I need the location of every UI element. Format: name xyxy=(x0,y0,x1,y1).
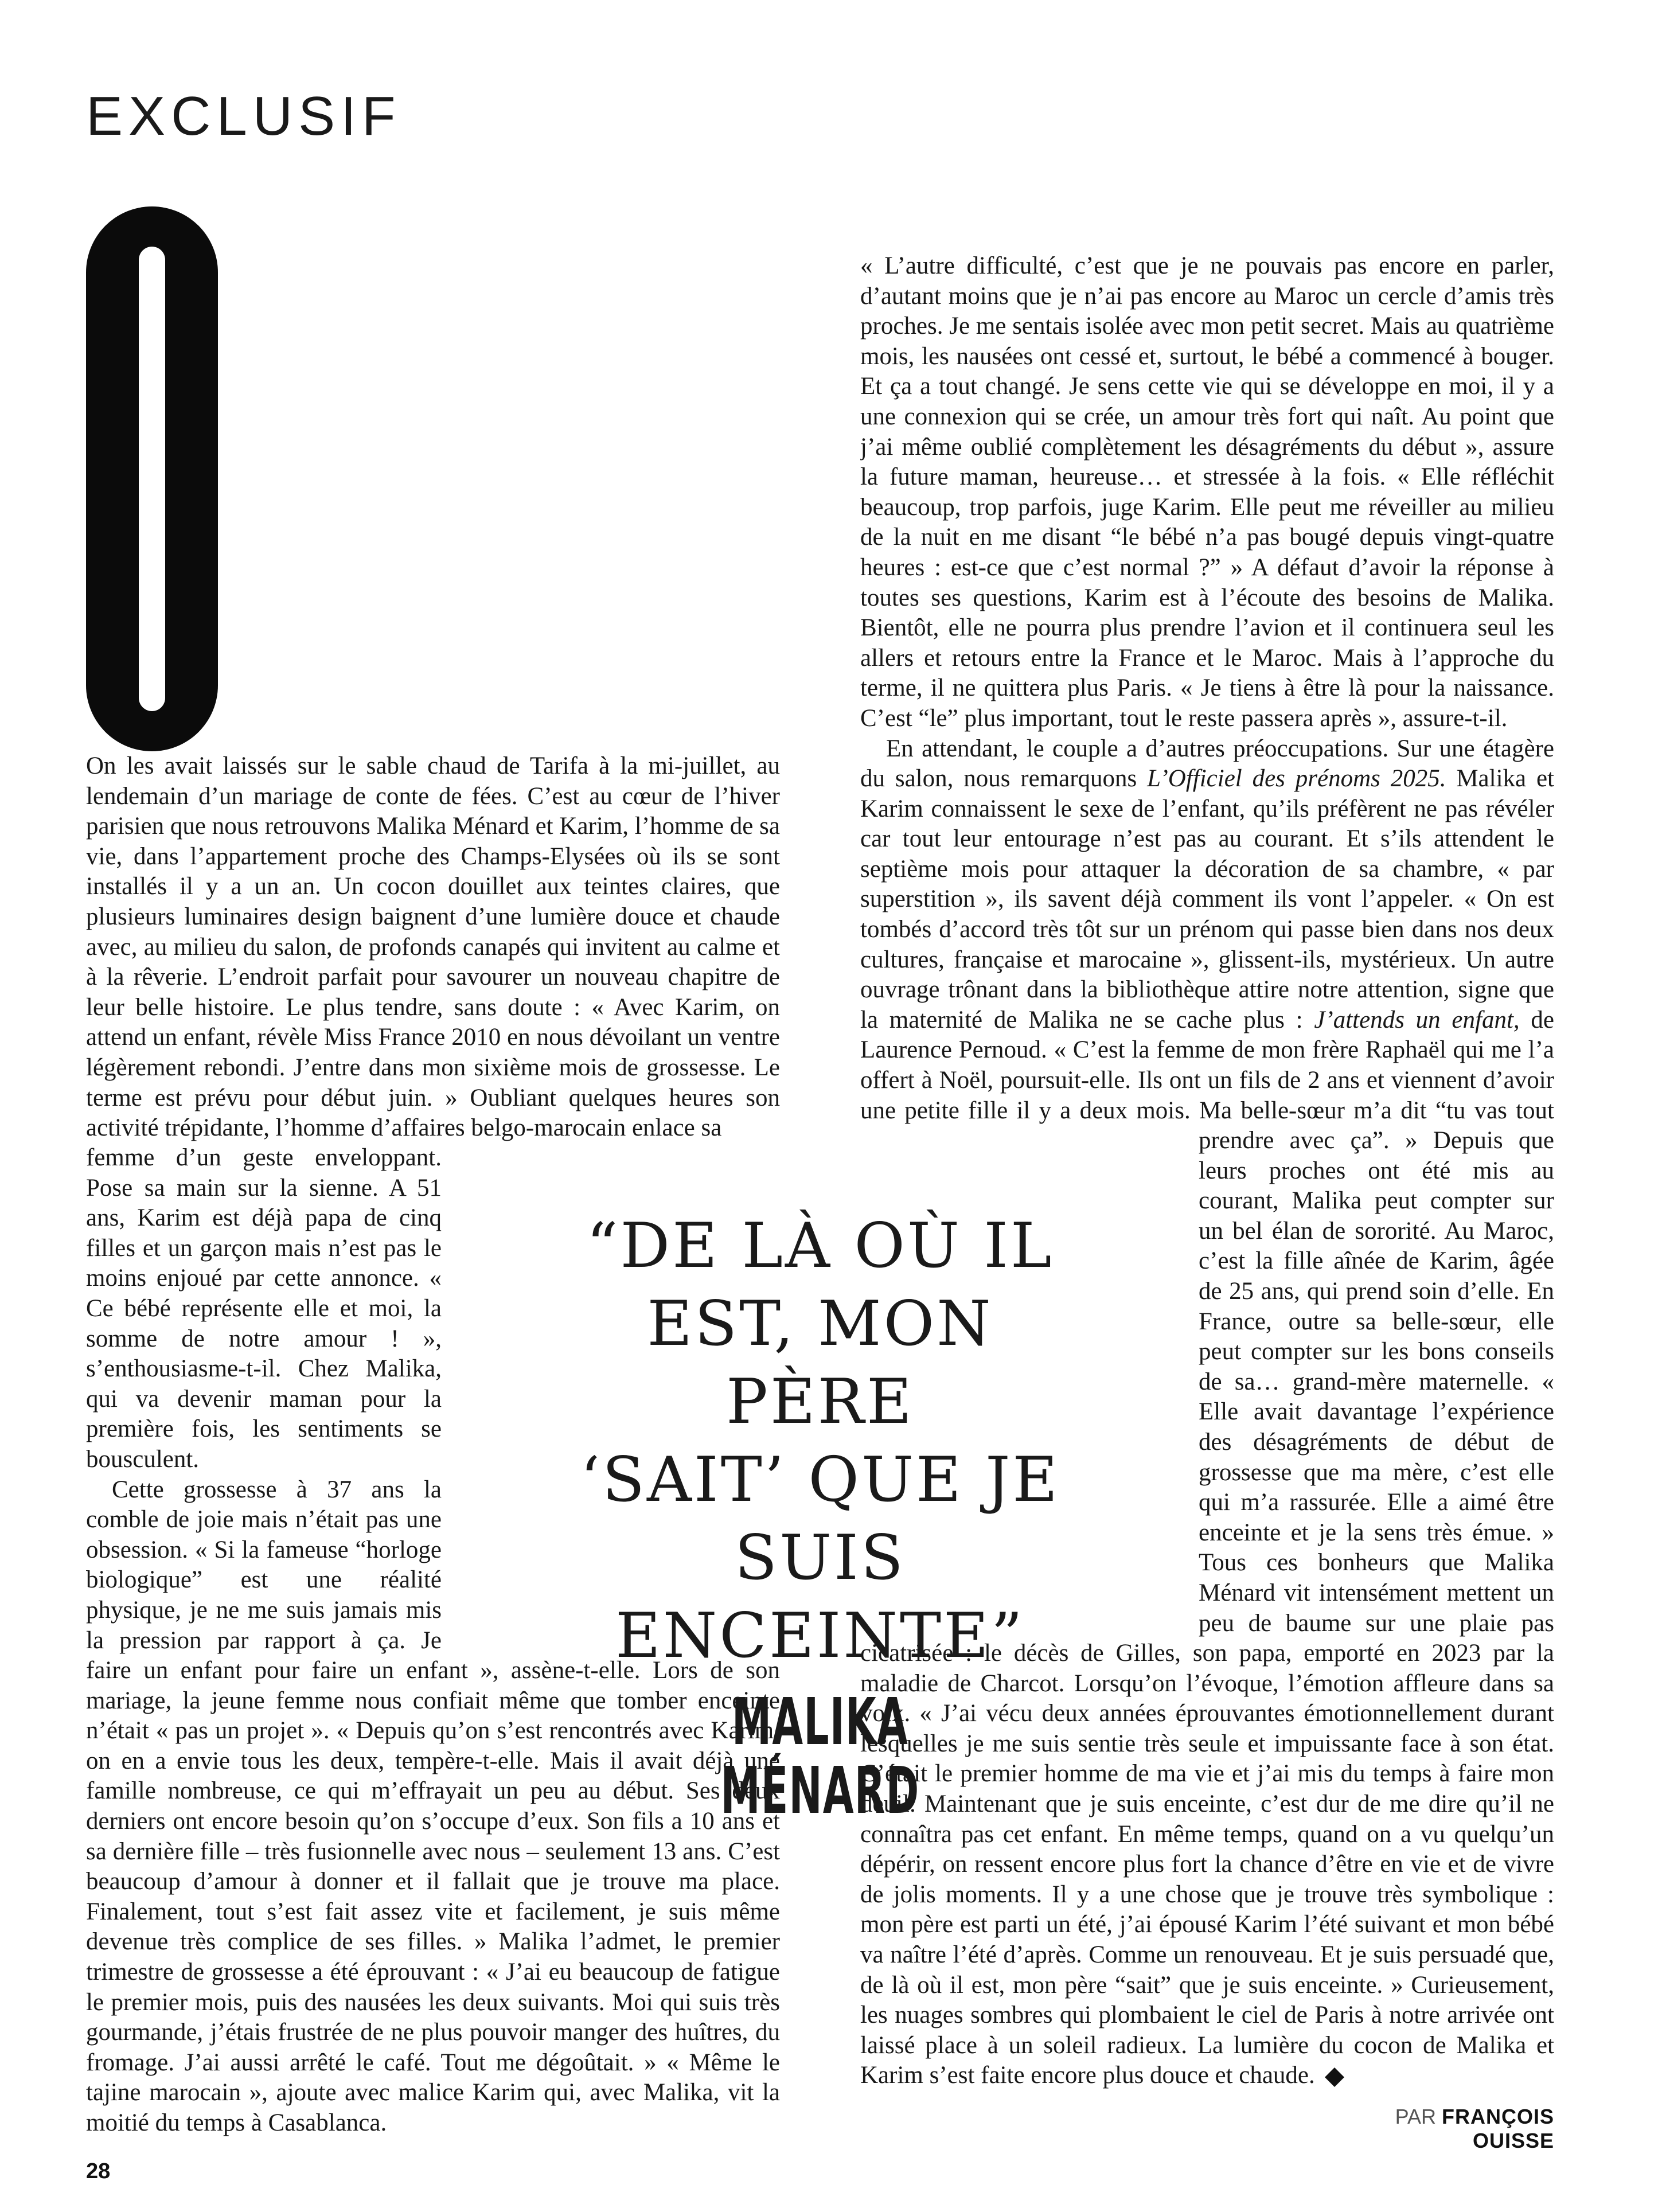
pull-quote-attribution: MALIKA MÉNARD xyxy=(720,1685,920,1828)
pull-quote-line-2: EST, MON PÈRE xyxy=(647,1288,993,1438)
paragraph-grossesse: Cette grossesse à 37 ans la comble de joie mais n’était pas une obsession. « Si la fameuse “horloge biologique” est une réalité physique, je ne me suis jamais mis la pression par rapport à ça. Je xyxy=(86,1476,442,1654)
book-title-attends: J’attends un enfant, xyxy=(1314,1006,1520,1033)
book-title-prenoms: L’Officiel des prénoms 2025. xyxy=(1147,765,1446,793)
column-left-top xyxy=(86,751,780,1143)
pull-quote-line-1: “DE LÀ OÙ IL xyxy=(586,1210,1054,1282)
column-left-narrow xyxy=(86,1143,442,1656)
pull-quote xyxy=(551,1207,1090,1828)
paragraph-en-attendant: En attendant, le couple a d’autres préoccupations. Sur une étagère du salon, nous remarquons L’Officiel des prénoms 2025. Malika et Karim connaissent le sexe de l’enfant, qu’ils préfèrent ne pas révéler car tout leur entourage n’est pas au courant. Et s’ils attendent le septième mois pour attaquer la décoration de sa chambre, « par superstition », ils savent déjà comment ils vont l’appeler. « On est tombés d’accord très tôt sur un prénom qui passe bien dans nos deux cultures, française et marocaine », glissent-ils, mystérieux. Un autre ouvrage trônant dans la bibliothèque attire notre attention, signe que la maternité de Malika ne se cache plus : J’attends un enfant, de Laurence Pernoud. « C’est la femme de mon frère Raphaël qui me l’a offert à Noël, poursuit-elle. Ils ont un fils de 2 ans et viennent d’avoir une petite fille il y a deux mois. Ma belle-sœur m’a dit “tu vas tout xyxy=(860,735,1554,1124)
byline-prefix: PAR xyxy=(1395,2105,1436,2128)
paragraph-intro: On les avait laissés sur le sable chaud de Tarifa à la mi-juillet, au lendemain d’un mariage de conte de fées. C’est au cœur de l’hiver parisien que nous retrouvons Malika Ménard et Karim, l’homme de sa vie, dans l’appartement proche des Champs-Elysées où ils se sont installés il y a un an. Un cocon douillet aux teintes claires, que plusieurs luminaires design baignent d’une lumière douce et chaude avec, au milieu du salon, de profonds canapés qui invitent au calme et à la rêverie. L’endroit parfait pour savourer un nouveau chapitre de leur belle histoire. Le plus tendre, sans doute : « Avec Karim, on attend un enfant, révèle Miss France 2010 en nous dévoilant un ventre légèrement rebondi. J’entre dans mon sixième mois de grossesse. Le terme est prévu pour début juin. » Oubliant quelques heures son activité trépidante, l’homme d’affaires belgo-marocain enlace sa xyxy=(86,752,780,1142)
pull-quote-line-4: SUIS ENCEINTE” xyxy=(615,1522,1025,1672)
end-mark-diamond-icon xyxy=(1325,2067,1344,2087)
paragraph-sororite: prendre avec ça”. » Depuis que leurs proches ont été mis au courant, Malika peut compter sur un bel élan de sororité. Au Maroc, c’est la fille aînée de Karim, âgée de 25 ans, qui prend soin d’elle. En France, outre sa belle-sœur, elle peut compter sur les bons conseils de sa… grand-mère maternelle. « Elle avait davantage l’expérience des désagréments de début de grossesse que ma mère, c’est elle qui m’a rassurée. Elle a aimé être enceinte et je la sens très émue. » Tous ces bonheurs que Malika Ménard vit intensément mettent un peu de baume sur une plaie pas xyxy=(1199,1127,1554,1637)
dropcap-letter-o xyxy=(86,206,218,751)
column-right-top xyxy=(860,251,1554,1126)
section-kicker: EXCLUSIF xyxy=(86,85,401,147)
paragraph-deuil: cicatrisée : le décès de Gilles, son papa, emporté en 2023 par la maladie de Charcot. Lorsqu’on l’évoque, l’émotion affleure dans sa voix. « J’ai vécu deux années éprouvantes émotionnellement durant lesquelles je me suis sentie très seule et impuissante face à son état. C’était le premier homme de ma vie et j’ai mis du temps à faire mon deuil. Maintenant que je suis enceinte, c’est dur de me dire qu’il ne connaîtra pas cet enfant. En même temps, quand on a vu quelqu’un dépérir, on ressent encore plus fort la chance d’être en vie et de vivre de jolis moments. Il y a une chose que je trouve très symbolique : mon père est parti un été, j’ai épousé Karim l’été suivant et mon bébé va naître l’été d’après. Comme un renouveau. Et je suis persuadé que, de là où il est, mon père “sait” que je suis enceinte. » Curieusement, les nuages sombres qui plombaient le ciel de Paris à notre arrivée ont laissé place à un soleil radieux. La lumière du cocon de Malika et Karim s’est faite encore plus douce et chaude. xyxy=(860,1640,1554,2089)
byline-author: FRANÇOIS OUISSE xyxy=(1442,2105,1554,2152)
paragraph-difficulte: « L’autre difficulté, c’est que je ne pouvais pas encore en parler, d’autant moins que je n’ai pas encore au Maroc un cercle d’amis très proches. Je me sentais isolée avec mon petit secret. Mais au quatrième mois, les nausées ont cessé et, surtout, le bébé a commencé à bouger. Et ça a tout changé. Je sens cette vie qui se développe en moi, il y a une connexion qui se crée, un amour très fort qui naît. Au point que j’ai même oublié complètement les désagréments du début », assure la future maman, heureuse… et stressée à la fois. « Elle réfléchit beaucoup, trop parfois, juge Karim. Elle peut me réveiller au milieu de la nuit en me disant “le bébé n’a pas bougé depuis vingt-quatre heures : est-ce que c’est normal ?” » A défaut d’avoir la réponse à toutes ses questions, Karim est à l’écoute des besoins de Malika. Bientôt, elle ne pourra plus prendre l’avion et il continuera seul les allers et retours entre la France et le Maroc. Mais à l’approche du terme, il ne quittera plus Paris. « Je tiens à être là pour la naissance. C’est “le” plus important, tout le reste passera après », assure-t-il. xyxy=(860,252,1554,732)
pull-quote-line-3: ‘SAIT’ QUE JE xyxy=(580,1444,1060,1516)
paragraph-intro-cont: femme d’un geste enveloppant. Pose sa main sur la sienne. A 51 ans, Karim est déjà papa de cinq filles et un garçon mais n’est pas le moins enjoué par cette annonce. « Ce bébé représente elle et moi, la somme de notre amour ! », s’enthousiasme-t-il. Chez Malika, qui va devenir maman pour la première fois, les sentiments se bousculent. xyxy=(86,1144,442,1473)
column-right-narrow xyxy=(1199,1126,1554,1638)
page-number: 28 xyxy=(86,2159,111,2183)
byline xyxy=(1313,2105,1554,2153)
paragraph-grossesse-cont: faire un enfant pour faire un enfant », assène-t-elle. Lors de son mariage, la jeune femme nous confiait même que tomber enceinte n’était « pas un projet ». « Depuis qu’on s’est rencontrés avec Karim, on en a envie tous les deux, tempère-t-elle. Mais il avait déjà une famille nombreuse, ce qui m’effrayait un peu au début. Ses deux derniers ont encore besoin qu’on s’occupe d’eux. Son fils a 10 ans et sa dernière fille – très fusionnelle avec nous – seulement 13 ans. C’est beaucoup d’amour à donner et il fallait que je trouve ma place. Finalement, tout s’est fait assez vite et facilement, je suis même devenue très complice de ses filles. » Malika l’admet, le premier trimestre de grossesse a été éprouvant : « J’ai eu beaucoup de fatigue le premier mois, puis des nausées les deux suivants. Moi qui suis très gourmande, j’étais frustrée de ne plus pouvoir manger des huîtres, du fromage. J’ai aussi arrêté le café. Tout me dégoûtait. » « Même le tajine marocain », ajoute avec malice Karim qui, avec Malika, vit la moitié du temps à Casablanca. xyxy=(86,1657,780,2136)
